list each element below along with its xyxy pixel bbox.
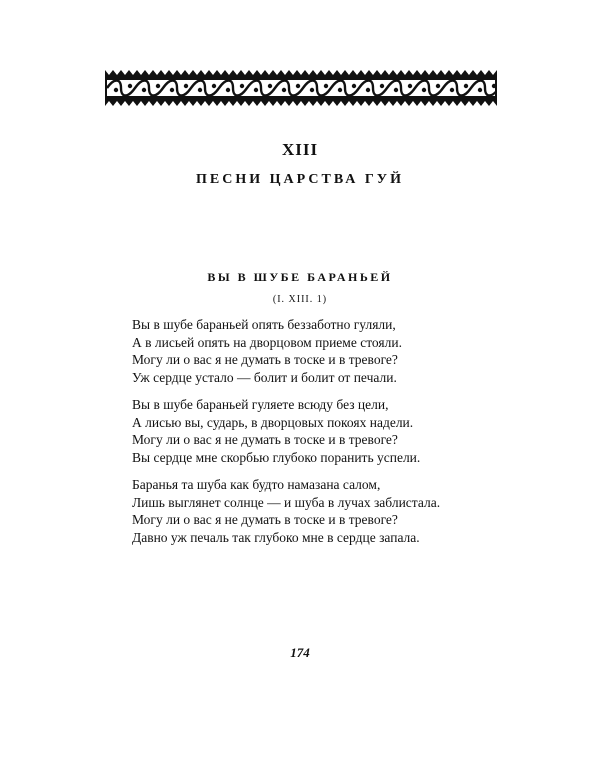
poem-line: Давно уж печаль так глубоко мне в сердце запала. [132,529,420,545]
chapter-title: ПЕСНИ ЦАРСТВА ГУЙ [196,172,404,187]
poem-line: А лисью вы, сударь, в дворцовых покоях надели. [132,414,414,430]
poem-reference: (I. XIII. 1) [272,294,328,305]
poem-line: Могу ли о вас я не думать в тоске и в тревоге? [132,512,398,527]
poem-line: Могу ли о вас я не думать в тоске и в тревоге? [132,432,398,447]
poem-line: Уж сердце устало — болит и болит от печали. [132,369,397,385]
page-number: 174 [290,645,310,660]
stanza-2 [132,396,552,466]
poem-line: Вы сердце мне скорбью глубоко поранить успели. [132,449,421,465]
stanza-1 [132,316,552,386]
poem-title: ВЫ В ШУБЕ БАРАНЬЕЙ [207,270,393,284]
decorative-ornament-band [105,70,497,106]
poem-line: Лишь выглянет солнце — и шуба в лучах заблистала. [132,494,441,510]
chapter-number: XIII [281,140,319,159]
poem-line: Вы в шубе бараньей опять беззаботно гуляли, [132,317,396,332]
poem-line: А в лисьей опять на дворцовом приеме стояли. [132,334,402,350]
poem-line: Могу ли о вас я не думать в тоске и в тревоге? [132,352,398,367]
poem-line: Баранья та шуба как будто намазана салом, [132,477,381,492]
poem-line: Вы в шубе бараньей гуляете всюду без цели, [132,397,389,412]
stanza-3 [132,476,552,546]
